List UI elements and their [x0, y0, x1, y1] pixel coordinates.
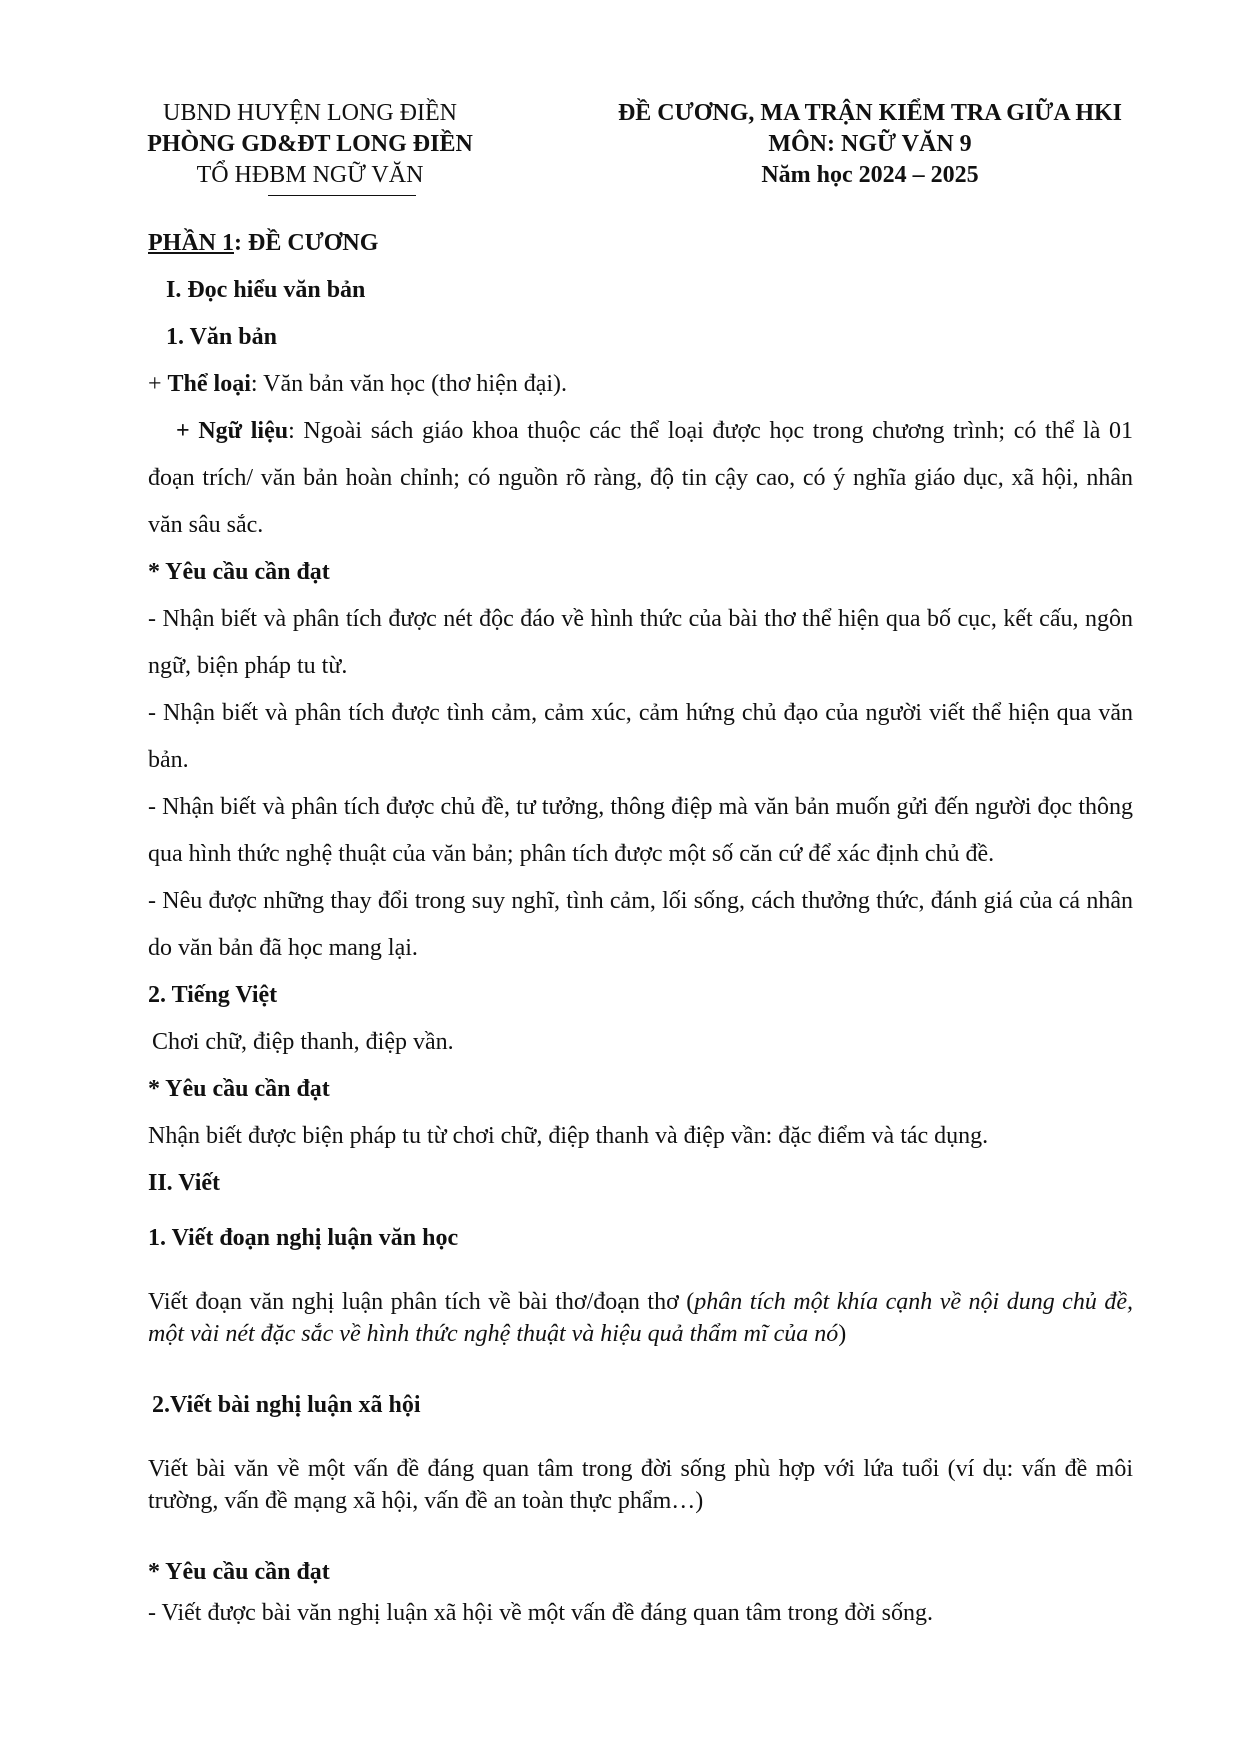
literary-essay-description: Viết đoạn văn nghị luận phân tích về bài thơ/đoạn thơ (phân tích một khía cạnh về nội dung chủ đề, một vài nét đặc sắc về hình thức nghệ thuật và hiệu quả thẩm mĩ của nó): [148, 1289, 1133, 1347]
document-body: [148, 220, 1133, 1630]
header-right: [560, 98, 1180, 191]
district-name: UBND HUYỆN LONG ĐIỀN: [163, 100, 457, 126]
requirement-item: - Nhận biết và phân tích được tình cảm, cảm xúc, cảm hứng chủ đạo của người viết thể hiện qua văn bản.: [148, 700, 1133, 773]
requirement-item: - Nhận biết và phân tích được chủ đề, tư tưởng, thông điệp mà văn bản muốn gửi đến người đọc thông qua hình thức nghệ thuật của văn bản; phân tích được một số căn cứ để xác định chủ đề.: [148, 794, 1133, 867]
subheading-vietnamese: 2. Tiếng Việt: [148, 982, 278, 1008]
requirement-heading-3: * Yêu cầu cần đạt: [148, 1559, 330, 1585]
genre-line: + Thể loại: Văn bản văn học (thơ hiện đại).: [148, 371, 568, 397]
social-essay-requirement: - Viết được bài văn nghị luận xã hội về một vấn đề đáng quan tâm trong đời sống.: [148, 1600, 934, 1626]
section-heading-reading: I. Đọc hiểu văn bản: [166, 277, 366, 303]
department-name: PHÒNG GD&ĐT LONG ĐIỀN: [147, 131, 473, 157]
part-heading: PHẦN 1: ĐỀ CƯƠNG: [148, 230, 379, 256]
section-heading-writing: II. Viết: [148, 1170, 220, 1196]
document-title: ĐỀ CƯƠNG, MA TRẬN KIỂM TRA GIỮA HKI: [617, 100, 1123, 126]
requirement-heading-1: * Yêu cầu cần đạt: [148, 559, 330, 585]
material-paragraph: + Ngữ liệu: Ngoài sách giáo khoa thuộc các thể loại được học trong chương trình; có thể là 01 đoạn trích/ văn bản hoàn chỉnh; có nguồn rõ ràng, độ tin cậy cao, có ý nghĩa giáo dục, xã hội, nhân văn sâu sắc.: [148, 418, 1134, 538]
subheading-literary-essay: 1. Viết đoạn nghị luận văn học: [148, 1225, 459, 1251]
requirement-heading-2: * Yêu cầu cần đạt: [148, 1076, 330, 1102]
vietnamese-content: Chơi chữ, điệp thanh, điệp vần.: [152, 1029, 454, 1055]
school-year: Năm học 2024 – 2025: [761, 162, 979, 188]
social-essay-description: Viết bài văn về một vấn đề đáng quan tâm trong đời sống phù hợp với lứa tuổi (ví dụ: vấn đề môi trường, vấn đề mạng xã hội, vấn đề an toàn thực phẩm…): [148, 1456, 1133, 1514]
subject-line: MÔN: NGỮ VĂN 9: [768, 131, 972, 157]
vietnamese-requirement: Nhận biết được biện pháp tu từ chơi chữ, điệp thanh và điệp vần: đặc điểm và tác dụng.: [148, 1123, 989, 1149]
requirement-item: - Nhận biết và phân tích được nét độc đáo về hình thức của bài thơ thể hiện qua bố cục, kết cấu, ngôn ngữ, biện pháp tu từ.: [148, 606, 1133, 679]
subheading-text: 1. Văn bản: [166, 324, 277, 350]
subheading-social-essay: 2.Viết bài nghị luận xã hội: [152, 1392, 421, 1418]
header-left: [120, 98, 500, 191]
requirement-item: - Nêu được những thay đổi trong suy nghĩ, tình cảm, lối sống, cách thưởng thức, đánh giá của cá nhân do văn bản đã học mang lại.: [148, 888, 1133, 961]
team-name: TỔ HĐBM NGỮ VĂN: [196, 162, 424, 188]
header-underline: [268, 195, 416, 196]
